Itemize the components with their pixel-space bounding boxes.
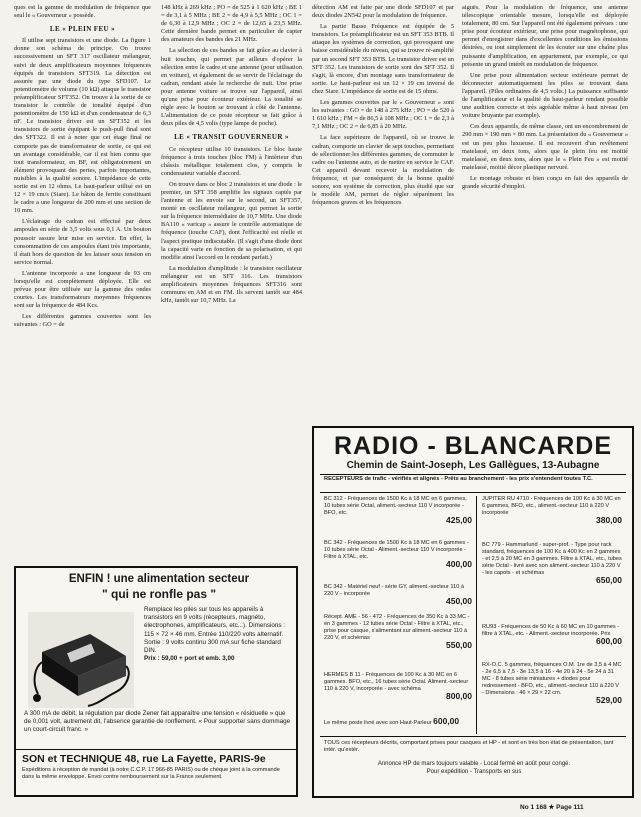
advertisement-radio-blancarde [312, 426, 634, 798]
ad-post-line-1: Annonce HP de mars toujours valable - Local fermé en août pour congé. [377, 761, 571, 767]
article-column-4 [462, 4, 628, 194]
product-price: 600,00 [433, 716, 460, 726]
product-desc: BC 342 - Fréquences de 1500 Kc à 18 MC en 6 gammes - 10 tubes série Octal - Aliment.-secteur 110 V incorporée - Filtre à XTAL, etc. [324, 540, 469, 560]
ad-fine-print: Expéditions à réception de mandat (à notre C.C.P. 17 966-85 PARIS) ou de chèque joint à la commande dans la même enveloppe. Envoi contre remboursement sur la France seulement. [22, 767, 280, 780]
paragraph: La modulation d'amplitude : le transistor oscillateur mélangeur est un SFT 316. Les transistors amplificateurs moyennes fréquences SFT316 sont communs en AM et en FM. Ils servent tantôt sur 484 kHz, tantôt sur 10,7 MHz. La [161, 264, 302, 305]
paragraph: Les différentes gammes couvertes sont les suivantes : GO = de [14, 313, 151, 329]
divider [16, 749, 296, 750]
product-price: 450,00 [446, 596, 472, 606]
product-price: 600,00 [596, 636, 622, 646]
paragraph: détection AM est faite par une diode SFD107 et par deux diodes 2N542 pour la modulation de fréquence. [312, 4, 454, 20]
product-desc: JUPITER RU 4710 - Fréquences de 100 Kc à 30 MC en 6 gammes, BFO, etc., aliment.-secteur 110 à 220 V incorporée [482, 496, 621, 516]
product-desc: BC 342 - Matériel neuf - série GY, aliment.-secteur 110 à 220 V - incorporée [324, 584, 465, 597]
ad-description-text: Remplace les piles sur tous les appareils à transistors en 9 volts (récepteurs, magnéto, électrophones, amplificateurs, etc...). Dimensions : 115 × 72 × 46 mm. Entrée 110/220 volts alternatif. Sortie : 9 volts continu 300 mA sur fiche standard DIN. [144, 606, 286, 655]
product-desc: RU93 - Fréquences de 50 Kc à 60 MC en 10 gammes - filtre à XTAL, etc. - Aliment.-secteur incorporée. Prix [482, 624, 620, 637]
paragraph: 148 kHz à 269 kHz ; PO = de 525 à 1 620 kHz ; BE 1 = de 3,1 à 5 MHz ; BE 2 = de 4,9 à 5,5 MHz ; OC 1 = de 6,30 à 12,9 MHz ; OC 2 = de 12,65 à 23,5 MHz. Cette dernière bande permet en particulier de capter des amateurs des bandes des 21 MHz. [161, 4, 302, 44]
column-divider [476, 496, 477, 734]
product-desc: Le même poste livré avec son Haut-Parleur [324, 720, 432, 726]
paragraph: La face supérieure de l'appareil, où se trouve le cadran, comporte un clavier de sept touches, permettant de sélectionner les différentes gammes, de commuter le cadre ou l'antenne auto, et de mettre en service le CAF. Cet appareil devant recevoir la modulation de fréquence, et par conséquent de la bonne qualité sonore, son système de correction, plus étudié que sur le modèle AM, permet de régler séparément les fréquences graves et les fréquences [312, 134, 454, 207]
ad-post-info [324, 760, 624, 776]
intro-text: ques est la gamme de modulation de fréquence que seul le « Gouverneur » possède. [14, 4, 151, 20]
paragraph: La partie Basse Fréquence est équipée de 5 transistors. Le préamplificateur est un SFT 353 BTB. Il attaque les systèmes de correction, qui provoquent une baisse considérable du niveau, qui se trouve ré-amplifié par un second SFT 353 BTB. Le transistor driver est un SFT 352. Les transistors de sortie sont des SFT 352. Il s'agit, là encore, d'un montage sans transformateur de sortie. Le haut-parleur est un 12 × 19 cm inversé de chez Siare. L'impédance de sortie est de 15 ohms. [312, 23, 454, 95]
article-column-3 [312, 4, 454, 210]
product-item [482, 496, 622, 526]
product-item [324, 718, 472, 727]
product-item [482, 542, 622, 586]
ad-headline-quote: " qui ne ronfle pas " [101, 587, 217, 601]
product-item [324, 614, 472, 651]
divider [320, 736, 626, 737]
article-column-2 [161, 4, 302, 308]
paragraph: Ce récepteur utilise 10 transistors. Le bloc haute fréquence à trois touches (bloc FM) à l'intérieur d'un châssis métallique totalement clos, y compris le condensateur variable d'accord. [161, 145, 302, 177]
ad-title: RADIO - BLANCARDE [333, 432, 613, 460]
paragraph: L'éclairage du cadran est effectué par deux ampoules en série de 3,5 volts sous 0,1 A. Un bouton poussoir assure leur mise en service. En effet, la consommation de ces ampoules étant très importante, il était hors de question de les laisser sous tension en service normal. [14, 218, 151, 266]
product-desc: BC 312 - Fréquences de 1500 Kc à 18 MC en 6 gammes, 10 tubes série Octal, aliment.-secteur 110 V incorporée - BFO, etc. [324, 496, 467, 516]
product-desc: RX-O.C. 5 gammes, fréquences O.M. 1re de 3,5 à 4 MC - 2e 6,5 à 7,5 - 3e 13,5 à 16 - 4e 20 à 24 - 5e 24 à 31 MC - 8 tubes série miniatures + diodes pour redressement - BFO, etc., aliment.-secteur 110 à 220 V - Dimensions : 46 × 29 × 22 cm. [482, 662, 622, 696]
ad-price: Prix : 59,00 + port et emb. 3,00 [144, 655, 235, 663]
product-item [324, 584, 472, 607]
paragraph: Les gammes couvertes par le « Gouverneur » sont les suivantes : GO = de 148 à 275 kHz ; PO = de 520 à 1 610 kHz ; FM = de 86,5 à 108 MHz ; OC 1 = de 2,3 à 7,1 MHz ; OC 2 = de 6,85 à 20 MHz. [312, 99, 454, 131]
page-number: No 1 168 ★ Page 111 [520, 804, 584, 811]
section-heading-plein-feu: LE « PLEIN FEU » [49, 25, 116, 34]
product-desc: HERMES B 11 - Fréquences de 100 Kc à 30 MC en 6 gammes. BFO, etc., 16 tubes série Octal. Aliment.-secteur 110 à 220 V, incorporée - avec schéma [324, 672, 469, 692]
ad-headline: ENFIN ! une alimentation secteur [68, 573, 250, 585]
divider [320, 492, 626, 493]
section-heading-transit-gouverneur: LE « TRANSIT GOUVERNEUR » [174, 133, 289, 142]
product-price: 650,00 [596, 575, 622, 585]
paragraph: Ces deux appareils, de même classe, ont un encombrement de 290 mm × 190 mm × 80 mm. La présentation du « Gouverneur » est un peu plus luxueuse. Il est recouvert d'un revêtement matelassé, en deux tons, alors que le plein feu est moitié matelassé, en deux tons, alors que le « Plein Feu » est moitié matelassé, moitié décor plastique nervuré. [462, 123, 628, 171]
ad-post-line-2: Pour expédition - Transports en sus [426, 769, 522, 775]
product-desc: BC 779 - Hammarlund - super-prof. - Type pour rack standard, fréquences de 100 Kc à 400 Kc en 2 gammes - et 2,5 à 20 MC en 3 gammes. Filtre à XTAL, etc., tubes série Octal - livré avec son aliment.-secteur 110 à 220 V - les capots - et schémas [482, 542, 622, 576]
product-item [324, 540, 472, 570]
ad-footnote: A 300 mA de débit, la régulation par diode Zener fait apparaître une tension « résiduelle » que de 0,001 volt, autrement dit, l'absence garantie de ronflement. « Pour supporter sans dommage un court-circuit franc. » [24, 710, 291, 733]
product-item [482, 624, 622, 647]
article-column-1 [14, 4, 151, 333]
product-price: 800,00 [446, 691, 472, 701]
product-price: 550,00 [446, 640, 472, 650]
product-item [324, 672, 472, 702]
ad-note: TOUS ces récepteurs décrits, comportant prises pour casques et HP - et sont en très bon état de présentation, tant intér. qu'extér. [324, 740, 614, 753]
product-price: 425,00 [446, 515, 472, 525]
receivers-header: RECEPTEURS de trafic - vérifiés et alignés - Prêts au branchement - les prix s'entendent toutes T.C. [324, 476, 593, 482]
paragraph: La sélection de ces bandes se fait grâce au clavier à huit touches, qui permet par ailleurs d'opérer la sélection entre le cadre et une antenne (pour utilisation en voiture), et également de se servir de l'éclairage du cadran, rendant aisée la recherche de nuit. Une prise pour antenne voiture se trouve sur l'appareil, ainsi qu'une prise pour écouteur extérieur. La tonalité se règle avec le bouton se trouvant à côté de l'antenne. L'alimentation de ce poste récepteur se fait grâce à deux piles de 4,5 volts (type lampe de poche). [161, 47, 302, 128]
product-desc: Récept. AME - 56 - 472 - Fréquences de 350 Kc à 33 MC - en 3 gammes - 12 tubes série Octal - Filtre à XTAL, etc., prise pour casque, s'alimentant sur aliment.-secteur 110 à 220 V, et schémas [324, 614, 470, 641]
paragraph: Une prise pour alimentation secteur extérieure permet de déconnecter automatiquement les piles se trouvant dans l'appareil. (Piles ordinaires de 4,5 volts.) La puissance suffisante de l'amplificateur et la qualité du haut-parleur rendant possible une audition correcte et très agréable même à haut niveau (en voiture bruyante par exemple). [462, 71, 628, 120]
paragraph: Le montage robuste et bien conçu en fait des appareils de grande sécurité d'emploi. [462, 174, 628, 190]
company-name: SON et TECHNIQUE 48, rue La Fayette, PARIS-9e [22, 753, 266, 765]
power-supply-photo [28, 612, 134, 708]
product-item [324, 496, 472, 526]
paragraph: L'antenne incorporée a une longueur de 93 cm lorsqu'elle est complètement déployée. Elle est prévue pour être utilisée sur la gamme des ondes courtes. Les transformateurs moyennes fréquences sont sur la fréquence de 484 Kcs. [14, 269, 151, 310]
advertisement-power-supply [14, 566, 298, 797]
product-item [482, 662, 622, 706]
ad-description [144, 606, 292, 663]
paragraph: Il utilise sept transistors et une diode. La figure 1 donne son schéma de principe. On trouve successivement un SFT 317 oscillateur mélangeur, suivi de deux amplificateurs moyennes fréquences équipés de transistors SFT319. La détection est assurée par une diode du type SFD107. Le potentiomètre de volume (10 kΩ) attaque le transistor préamplificateur SFT352. On trouve à la sortie de ce transistor le contrôle de tonalité équipé d'un potentiomètre de 150 kΩ et d'un condensateur de 6,3 nF. Le transistor driver est un SFT352 et les transistors de sortie équipant le push-pull final sont des SFT322. Il est à noter que cet étage final ne comporte pas de transformateur de sortie, ce qui est un avantage considérable, car il est bien connu que tout transformateur, en BF, est obligatoirement un élément provoquant des pertes, parfois importantes, nuisibles à la qualité sonore. L'impédance de cette sortie est en 12 ohms. Le haut-parleur utilisé est un 12 × 19 cm/s (Siare). Le bâton de ferrite constituant le cadre a une longueur de 200 mm et une section de 10 mm. [14, 37, 151, 215]
product-price: 400,00 [446, 559, 472, 569]
divider [320, 474, 626, 475]
paragraph: aiguës. Pour la modulation de fréquence, une antenne télescopique orientable mesure, lorsqu'elle est déployée totalement, 80 cm. Sur l'appareil ont été également prévues : une prise pour écouteur extérieur, une prise pour magnétophone, qui permet d'enregistrer dans d'excellentes conditions les émissions désirées, ou tout simplement de les écouter sur une chaîne plus puissante d'amplification, en appartement, par exemple, ce qui présente un grand intérêt en modulation de fréquence. [462, 4, 628, 68]
product-price: 529,00 [596, 695, 622, 705]
ad-address: Chemin de Saint-Joseph, Les Gallègues, 13-Aubagne [346, 460, 600, 471]
product-price: 380,00 [596, 515, 622, 525]
paragraph: On trouve dans ce bloc 2 transistors et une diode : le premier, un SFT 358 amplifie les signaux captés par l'antenne et les envoie sur le second, un SFT357, monté en oscillateur mélangeur, qui permet la sortie sur la fréquence intermédiaire de 10,7 MHz. Une diode BA110 « varicap » assure le contrôle automatique de fréquence (touche CAF), dont l'efficacité est réelle et l'aspect pratique indiscutable. (Il s'agit d'une diode dont la capacité varie en fonction de sa polarisation, et qui modifie ainsi l'accord en le rendant parfait.) [161, 180, 303, 261]
